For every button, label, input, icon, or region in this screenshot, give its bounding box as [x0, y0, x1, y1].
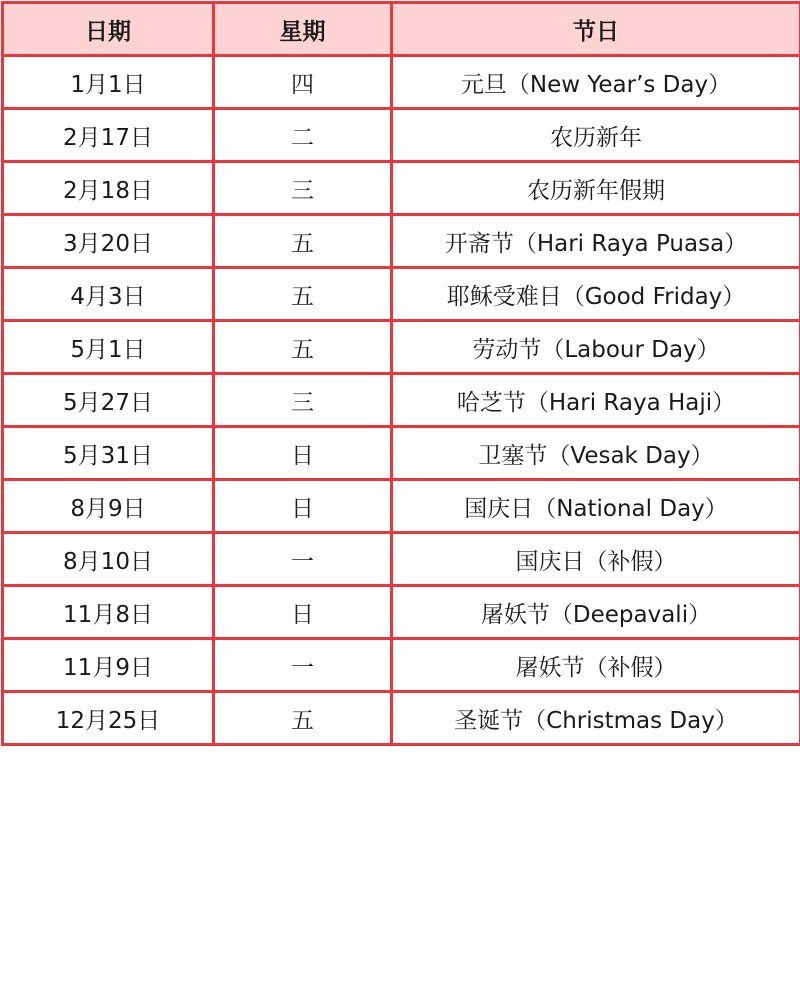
cell-date: 5月27日	[3, 374, 214, 427]
cell-holiday: 元旦（New Year’s Day）	[392, 56, 800, 109]
table-row	[3, 533, 800, 586]
cell-holiday: 农历新年	[392, 109, 800, 162]
table-row	[3, 427, 800, 480]
table-row	[3, 586, 800, 639]
cell-holiday: 国庆日（补假）	[392, 533, 800, 586]
table-row	[3, 639, 800, 692]
cell-holiday: 耶稣受难日（Good Friday）	[392, 268, 800, 321]
cell-date: 4月3日	[3, 268, 214, 321]
table-row	[3, 56, 800, 109]
cell-date: 1月1日	[3, 56, 214, 109]
cell-weekday: 日	[214, 480, 392, 533]
table-row	[3, 321, 800, 374]
cell-weekday: 日	[214, 586, 392, 639]
table-row	[3, 109, 800, 162]
cell-weekday: 一	[214, 639, 392, 692]
cell-holiday: 屠妖节（Deepavali）	[392, 586, 800, 639]
cell-weekday: 五	[214, 321, 392, 374]
cell-holiday: 卫塞节（Vesak Day）	[392, 427, 800, 480]
cell-date: 5月1日	[3, 321, 214, 374]
cell-holiday: 国庆日（National Day）	[392, 480, 800, 533]
cell-date: 3月20日	[3, 215, 214, 268]
table-body	[3, 56, 800, 745]
cell-holiday: 哈芝节（Hari Raya Haji）	[392, 374, 800, 427]
table-row	[3, 268, 800, 321]
cell-date: 8月10日	[3, 533, 214, 586]
cell-holiday: 屠妖节（补假）	[392, 639, 800, 692]
cell-weekday: 三	[214, 162, 392, 215]
table-row	[3, 692, 800, 745]
cell-weekday: 四	[214, 56, 392, 109]
cell-weekday: 五	[214, 268, 392, 321]
table-header	[3, 3, 800, 56]
cell-weekday: 日	[214, 427, 392, 480]
holiday-table	[1, 1, 800, 746]
cell-weekday: 一	[214, 533, 392, 586]
cell-weekday: 三	[214, 374, 392, 427]
cell-holiday: 开斋节（Hari Raya Puasa）	[392, 215, 800, 268]
header-holiday: 节日	[392, 3, 800, 56]
cell-holiday: 农历新年假期	[392, 162, 800, 215]
cell-weekday: 五	[214, 215, 392, 268]
header-row	[3, 3, 800, 56]
cell-date: 8月9日	[3, 480, 214, 533]
table-row	[3, 162, 800, 215]
cell-date: 2月18日	[3, 162, 214, 215]
table-row	[3, 374, 800, 427]
cell-date: 12月25日	[3, 692, 214, 745]
cell-holiday: 圣诞节（Christmas Day）	[392, 692, 800, 745]
cell-date: 2月17日	[3, 109, 214, 162]
cell-date: 11月9日	[3, 639, 214, 692]
cell-weekday: 五	[214, 692, 392, 745]
header-date: 日期	[3, 3, 214, 56]
header-weekday: 星期	[214, 3, 392, 56]
table-row	[3, 215, 800, 268]
cell-date: 11月8日	[3, 586, 214, 639]
cell-holiday: 劳动节（Labour Day）	[392, 321, 800, 374]
cell-weekday: 二	[214, 109, 392, 162]
table-row	[3, 480, 800, 533]
cell-date: 5月31日	[3, 427, 214, 480]
